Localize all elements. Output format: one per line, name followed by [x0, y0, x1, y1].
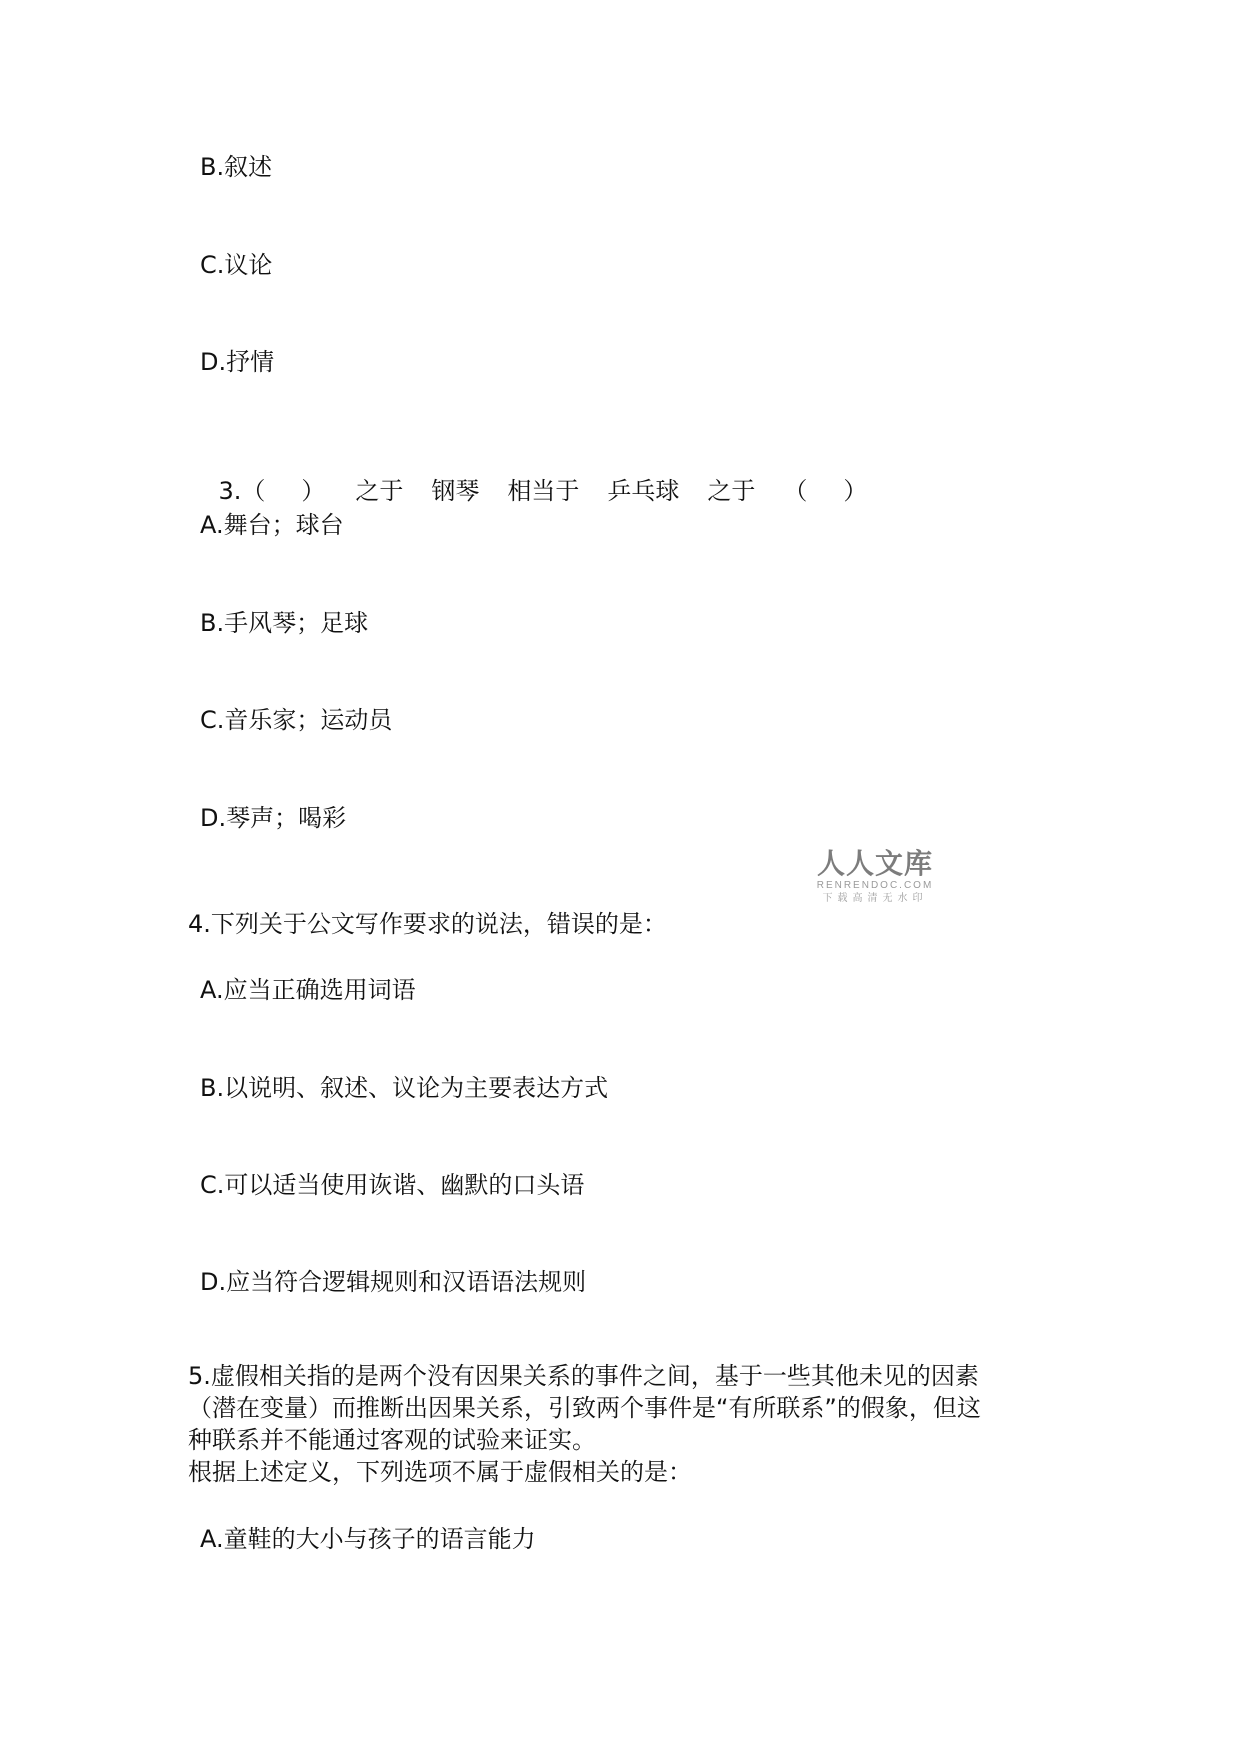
q3-blank-close-2: ）	[843, 477, 868, 505]
q3-option-a: A.舞台；球台	[200, 511, 344, 539]
q2-option-d: D.抒情	[200, 348, 275, 376]
q5-stem-line-1: 5.虚假相关指的是两个没有因果关系的事件之间，基于一些其他未见的因素	[188, 1362, 979, 1390]
q2-option-c: C.议论	[200, 251, 273, 279]
q2-option-b: B.叙述	[200, 153, 273, 181]
q3-option-b: B.手风琴；足球	[200, 609, 369, 637]
q3-option-c: C.音乐家；运动员	[200, 706, 393, 734]
q3-word-4: 乒乓球	[607, 477, 680, 505]
renrendoc-watermark	[810, 848, 940, 906]
q3-option-d: D.琴声；喝彩	[200, 804, 347, 832]
q5-stem-line-3: 种联系并不能通过客观的试验来证实。	[188, 1426, 596, 1454]
q3-blank-close: ）	[301, 477, 326, 505]
q3-word-1: 之于	[355, 477, 404, 505]
q4-option-a: A.应当正确选用词语	[200, 976, 416, 1004]
watermark-url: RENRENDOC.COM	[816, 880, 934, 891]
q3-word-2: 钢琴	[431, 477, 480, 505]
q4-stem: 4.下列关于公文写作要求的说法，错误的是：	[188, 910, 667, 938]
q5-option-a: A.童鞋的大小与孩子的语言能力	[200, 1525, 536, 1553]
q3-word-5: 之于	[707, 477, 756, 505]
q3-blank-open-2: （	[783, 477, 808, 505]
watermark-title: 人人文库	[816, 847, 933, 880]
q3-number: 3.（	[218, 477, 266, 505]
q4-option-c: C.可以适当使用诙谐、幽默的口头语	[200, 1171, 585, 1199]
q4-option-b: B.以说明、叙述、议论为主要表达方式	[200, 1074, 609, 1102]
watermark-subtitle: 下载高清无水印	[822, 893, 928, 904]
q3-word-3: 相当于	[507, 477, 580, 505]
q5-stem-line-4: 根据上述定义，下列选项不属于虚假相关的是：	[188, 1458, 692, 1486]
q5-stem-line-2: （潜在变量）而推断出因果关系，引致两个事件是“有所联系”的假象，但这	[188, 1394, 981, 1422]
q5-stem	[188, 1360, 1068, 1488]
q4-option-d: D.应当符合逻辑规则和汉语语法规则	[200, 1268, 587, 1296]
